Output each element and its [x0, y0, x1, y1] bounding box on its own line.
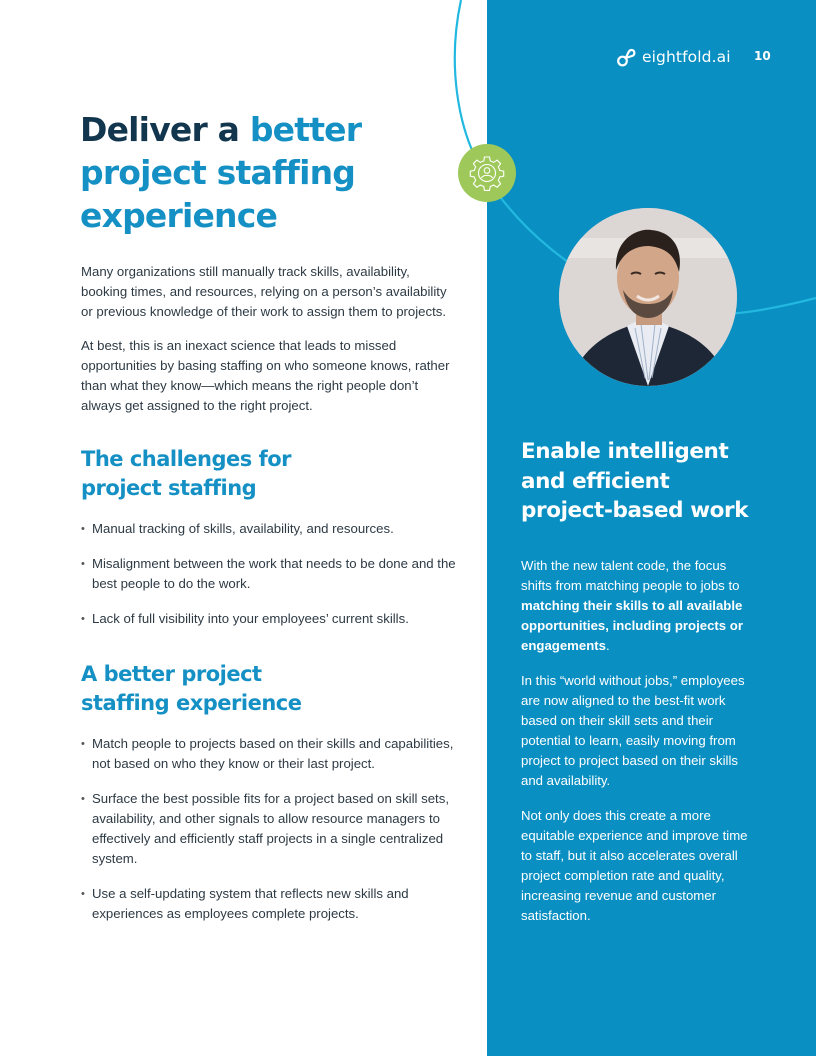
list-item	[81, 884, 461, 924]
list-item	[81, 519, 461, 539]
bullet-icon: •	[81, 738, 85, 750]
bullet-icon: •	[81, 523, 85, 535]
list-item-text: Use a self-updating system that reflects new skills and experiences as employees complete projects.	[92, 886, 409, 921]
right-p1-text: With the new talent code, the focus shifts from matching people to jobs to	[521, 557, 740, 593]
list-item	[81, 554, 461, 594]
page-title	[80, 108, 460, 237]
better-heading-line-2: staffing experience	[81, 691, 302, 715]
list-item-text: Match people to projects based on their skills and capabilities, not based on who they know or their last project.	[92, 736, 454, 771]
page-number: 10	[754, 49, 771, 63]
right-p1-end: .	[606, 637, 610, 653]
challenges-section	[81, 445, 461, 644]
title-part-1: Deliver a	[80, 110, 250, 149]
title-part-4: experience	[80, 196, 278, 235]
right-panel-content	[521, 437, 753, 941]
title-part-2: better	[249, 110, 362, 149]
challenges-heading-line-2: project staffing	[81, 476, 257, 500]
brand-name: eightfold.ai	[642, 48, 731, 66]
person-portrait-photo	[559, 208, 737, 386]
gear-person-badge	[458, 144, 516, 202]
bullet-icon: •	[81, 613, 85, 625]
list-item	[81, 734, 461, 774]
gear-person-icon	[467, 153, 507, 193]
right-paragraph-1	[521, 556, 753, 656]
list-item	[81, 789, 461, 869]
better-heading-line-1: A better project	[81, 662, 262, 686]
challenges-heading-line-1: The challenges for	[81, 447, 291, 471]
list-item	[81, 609, 461, 629]
right-p1-bold: matching their skills to all available opportunities, including projects or engagements	[521, 597, 743, 653]
list-item-text: Manual tracking of skills, availability, and resources.	[92, 521, 394, 536]
intro-text	[81, 262, 453, 430]
bullet-icon: •	[81, 558, 85, 570]
intro-paragraph-1: Many organizations still manually track skills, availability, booking times, and resources, relying on a person’s availability or previous knowledge of their work to assign them to projects.	[81, 264, 447, 319]
bullet-icon: •	[81, 888, 85, 900]
intro-paragraph-2: At best, this is an inexact science that leads to missed opportunities by basing staffing on who someone knows, rather than what they know—which means the right people don’t always get assigned to the right project.	[81, 338, 450, 413]
bullet-icon: •	[81, 793, 85, 805]
list-item-text: Misalignment between the work that needs to be done and the best people to do the work.	[92, 556, 456, 591]
list-item-text: Lack of full visibility into your employees’ current skills.	[92, 611, 409, 626]
right-heading-line-2: and efficient	[521, 468, 670, 494]
challenges-list	[81, 519, 461, 629]
title-part-3: project staffing	[80, 153, 356, 192]
better-experience-heading	[81, 660, 461, 718]
list-item-text: Surface the best possible fits for a project based on skill sets, availability, and other signals to allow resource managers to effectively and efficiently staff projects in a single centralized system.	[92, 791, 449, 866]
right-paragraph-3: Not only does this create a more equitable experience and improve time to staff, but it also accelerates overall project completion rate and quality, increasing revenue and customer satisfaction.	[521, 807, 748, 923]
right-panel-heading	[521, 437, 753, 526]
right-paragraph-2: In this “world without jobs,” employees are now aligned to the best-fit work based on their skill sets and their potential to learn, easily moving from project to project based on their skills and availability.	[521, 672, 745, 788]
better-experience-list	[81, 734, 461, 924]
eightfold-logo-icon	[616, 46, 638, 68]
better-experience-section	[81, 660, 461, 939]
portrait-illustration	[559, 208, 737, 386]
challenges-heading	[81, 445, 461, 503]
right-heading-line-3: project-based work	[521, 498, 749, 523]
right-heading-line-1: Enable intelligent	[521, 439, 729, 464]
